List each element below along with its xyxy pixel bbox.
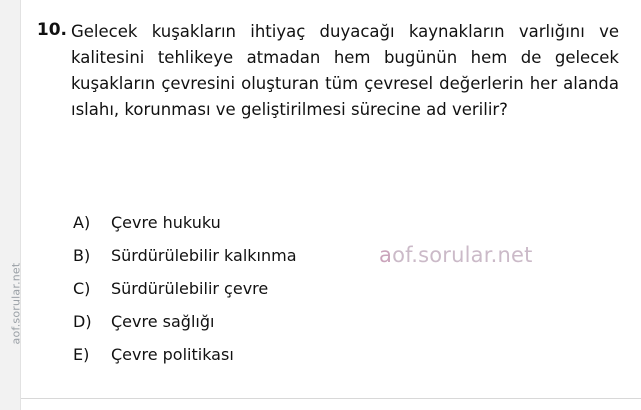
option-c-label: Sürdürülebilir çevre <box>111 279 269 298</box>
option-c-letter: C) <box>73 279 91 298</box>
option-e[interactable] <box>73 344 613 366</box>
option-b-label: Sürdürülebilir kalkınma <box>111 246 297 265</box>
option-e-label: Çevre politikası <box>111 345 234 364</box>
option-a-label: Çevre hukuku <box>111 213 221 232</box>
option-a[interactable] <box>73 212 613 234</box>
page-bottom-divider <box>21 398 641 399</box>
options-list <box>73 212 613 377</box>
question-number: 10. <box>36 20 67 40</box>
question-content <box>21 0 641 410</box>
page-watermark-prefix: a <box>379 243 393 267</box>
side-watermark: aof.sorular.net <box>9 262 23 345</box>
option-c[interactable] <box>73 278 613 300</box>
option-d-label: Çevre sağlığı <box>111 312 215 331</box>
option-b[interactable] <box>73 245 613 267</box>
option-b-letter: B) <box>73 246 91 265</box>
option-e-letter: E) <box>73 345 90 364</box>
option-d-letter: D) <box>73 312 92 331</box>
option-d[interactable] <box>73 311 613 333</box>
question-text: Gelecek kuşakların ihtiyaç duyacağı kaynakların varlığını ve kalitesini tehlikeye atmadan hem bugünün hem de gelecek kuşakların çevresini oluşturan tüm çevresel değerlerin her alanda ıslahı, korunması ve geliştirilmesi sürecine ad verilir? <box>71 22 619 119</box>
option-a-letter: A) <box>73 213 91 232</box>
page-watermark-rest: of.sorular.net <box>392 243 533 267</box>
page-left-margin-strip <box>0 0 21 410</box>
